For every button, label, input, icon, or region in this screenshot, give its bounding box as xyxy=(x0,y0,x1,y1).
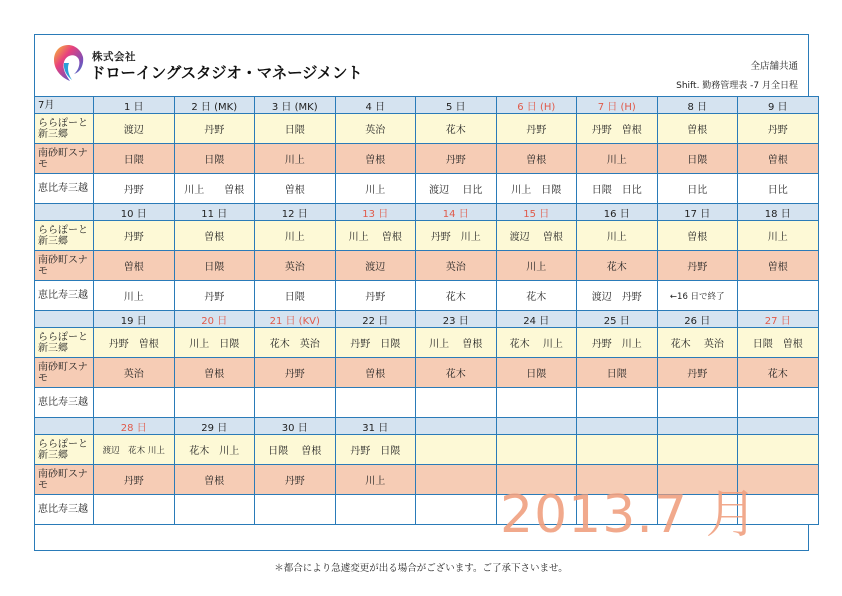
store-label-lalaport: ららぽーと 新三郷 xyxy=(35,328,94,358)
day-header-cell: 9 日 xyxy=(738,97,819,114)
shift-cell: 曽根 xyxy=(335,144,416,174)
day-header-row xyxy=(35,311,819,328)
shift-cell: 日比 xyxy=(657,174,738,204)
day-header-cell: 14 日 xyxy=(416,204,497,221)
shift-cell xyxy=(335,495,416,525)
shift-cell: 丹野 xyxy=(496,114,577,144)
shift-cell: 日比 xyxy=(738,174,819,204)
shift-row-lalaport xyxy=(35,328,819,358)
shift-cell: 花木 xyxy=(577,251,658,281)
shift-cell xyxy=(174,388,255,418)
day-header-cell: 27 日 xyxy=(738,311,819,328)
shift-cell xyxy=(94,495,175,525)
shift-cell: 渡辺 xyxy=(94,114,175,144)
store-label-ebisu: 恵比寿三越 xyxy=(35,174,94,204)
day-header-cell: 13 日 xyxy=(335,204,416,221)
footnote: ＊都合により急遽変更が出る場合がございます。ご了承下さいませ。 xyxy=(274,563,568,574)
shift-cell: 丹野 日隈 xyxy=(335,435,416,465)
shift-cell: 丹野 xyxy=(94,465,175,495)
shift-cell: 花木 xyxy=(416,358,497,388)
store-label-ebisu: 恵比寿三越 xyxy=(35,388,94,418)
shift-cell: 川上 曽根 xyxy=(416,328,497,358)
shift-cell xyxy=(255,495,336,525)
store-label-lalaport: ららぽーと 新三郷 xyxy=(35,221,94,251)
shift-cell: 花木 xyxy=(416,281,497,311)
shift-cell: 英治 xyxy=(416,251,497,281)
shift-cell: 川上 xyxy=(577,221,658,251)
shift-row-minamisuna xyxy=(35,251,819,281)
company-logo-icon xyxy=(50,42,86,84)
day-header-cell: 7 日 (H) xyxy=(577,97,658,114)
shift-cell xyxy=(657,435,738,465)
shift-cell: 曽根 xyxy=(94,251,175,281)
shift-cell xyxy=(174,495,255,525)
store-label-minamisuna: 南砂町スナモ xyxy=(35,144,94,174)
month-corner-label xyxy=(35,311,94,328)
shift-cell: 曽根 xyxy=(174,465,255,495)
shift-cell: 丹野 xyxy=(657,358,738,388)
shift-cell: 花木 xyxy=(496,281,577,311)
shift-cell: 川上 曽根 xyxy=(335,221,416,251)
shift-cell: 川上 xyxy=(255,144,336,174)
shift-cell: 日隈 曽根 xyxy=(255,435,336,465)
day-header-cell: 21 日 (KV) xyxy=(255,311,336,328)
day-header-cell: 10 日 xyxy=(94,204,175,221)
shift-cell: 丹野 xyxy=(174,114,255,144)
store-label-ebisu: 恵比寿三越 xyxy=(35,495,94,525)
shift-cell: 日隈 日比 xyxy=(577,174,658,204)
day-header-cell xyxy=(416,418,497,435)
shift-cell xyxy=(496,435,577,465)
shift-cell: 川上 xyxy=(738,221,819,251)
shift-cell: 日隈 xyxy=(657,144,738,174)
scope-label: 全店舗共通 xyxy=(750,61,798,72)
shift-cell: 丹野 xyxy=(94,221,175,251)
shift-cell: 花木 英治 xyxy=(255,328,336,358)
month-watermark: 2013.7 月 xyxy=(500,485,759,545)
shift-cell: 日隈 xyxy=(496,358,577,388)
shift-cell: 丹野 川上 xyxy=(577,328,658,358)
day-header-cell: 4 日 xyxy=(335,97,416,114)
shift-cell: 曽根 xyxy=(174,221,255,251)
shift-cell: 日隈 xyxy=(174,251,255,281)
store-label-lalaport: ららぽーと 新三郷 xyxy=(35,114,94,144)
shift-cell: 川上 曽根 xyxy=(174,174,255,204)
shift-cell: 渡辺 日比 xyxy=(416,174,497,204)
shift-cell xyxy=(577,388,658,418)
shift-cell xyxy=(94,388,175,418)
shift-cell: 丹野 xyxy=(174,281,255,311)
shift-cell xyxy=(255,388,336,418)
shift-cell: 丹野 xyxy=(657,251,738,281)
shift-calendar-table xyxy=(34,96,819,525)
day-header-cell: 6 日 (H) xyxy=(496,97,577,114)
shift-cell xyxy=(738,281,819,311)
shift-cell: 川上 xyxy=(496,251,577,281)
shift-cell: 川上 xyxy=(335,465,416,495)
shift-cell: 渡辺 曽根 xyxy=(496,221,577,251)
shift-cell: 丹野 xyxy=(416,144,497,174)
day-header-cell: 15 日 xyxy=(496,204,577,221)
shift-cell: 丹野 曽根 xyxy=(94,328,175,358)
day-header-cell: 12 日 xyxy=(255,204,336,221)
store-label-minamisuna: 南砂町スナモ xyxy=(35,251,94,281)
shift-cell: 渡辺 丹野 xyxy=(577,281,658,311)
day-header-cell: 16 日 xyxy=(577,204,658,221)
shift-cell: 曽根 xyxy=(738,251,819,281)
shift-cell xyxy=(416,495,497,525)
month-corner-label: 7月 xyxy=(35,97,94,114)
shift-row-minamisuna xyxy=(35,358,819,388)
shift-cell xyxy=(657,388,738,418)
shift-cell: 曽根 xyxy=(335,358,416,388)
shift-cell: 曽根 xyxy=(174,358,255,388)
shift-cell: 川上 xyxy=(255,221,336,251)
shift-cell: 川上 xyxy=(577,144,658,174)
day-header-row xyxy=(35,97,819,114)
store-label-ebisu: 恵比寿三越 xyxy=(35,281,94,311)
shift-cell: 曽根 xyxy=(255,174,336,204)
day-header-cell xyxy=(577,418,658,435)
day-header-cell: 1 日 xyxy=(94,97,175,114)
document-title: Shift. 勤務管理表 -7 月全日程 xyxy=(676,81,798,91)
company-name: ドローイングスタジオ・マネージメント xyxy=(90,64,363,82)
month-corner-label xyxy=(35,418,94,435)
day-header-cell: 11 日 xyxy=(174,204,255,221)
day-header-cell: 19 日 xyxy=(94,311,175,328)
shift-cell: 英治 xyxy=(335,114,416,144)
shift-cell: 英治 xyxy=(94,358,175,388)
shift-row-ebisu xyxy=(35,174,819,204)
shift-cell: 日隈 xyxy=(94,144,175,174)
shift-row-ebisu xyxy=(35,281,819,311)
shift-cell: 日隈 xyxy=(255,114,336,144)
shift-cell: 丹野 日隈 xyxy=(335,328,416,358)
shift-cell: 曽根 xyxy=(496,144,577,174)
store-label-minamisuna: 南砂町スナモ xyxy=(35,465,94,495)
day-header-cell: 20 日 xyxy=(174,311,255,328)
shift-cell xyxy=(738,388,819,418)
day-header-cell: 31 日 xyxy=(335,418,416,435)
shift-cell xyxy=(416,435,497,465)
day-header-cell: 29 日 xyxy=(174,418,255,435)
company-type-label: 株式会社 xyxy=(92,51,136,63)
day-header-cell xyxy=(496,418,577,435)
shift-row-lalaport xyxy=(35,114,819,144)
store-label-lalaport: ららぽーと 新三郷 xyxy=(35,435,94,465)
shift-cell: ←16 日で終了 xyxy=(657,281,738,311)
day-header-cell: 17 日 xyxy=(657,204,738,221)
day-header-cell: 18 日 xyxy=(738,204,819,221)
shift-cell: 丹野 xyxy=(94,174,175,204)
day-header-cell: 28 日 xyxy=(94,418,175,435)
month-corner-label xyxy=(35,204,94,221)
day-header-row xyxy=(35,418,819,435)
shift-cell: 花木 川上 xyxy=(496,328,577,358)
shift-cell: 川上 日隈 xyxy=(174,328,255,358)
shift-cell: 丹野 xyxy=(738,114,819,144)
shift-cell: 日隈 xyxy=(255,281,336,311)
shift-cell xyxy=(335,388,416,418)
shift-cell: 日隈 曽根 xyxy=(738,328,819,358)
shift-cell: 丹野 曽根 xyxy=(577,114,658,144)
day-header-cell: 25 日 xyxy=(577,311,658,328)
shift-cell: 英治 xyxy=(255,251,336,281)
shift-cell: 渡辺 花木 川上 xyxy=(94,435,175,465)
shift-cell xyxy=(496,388,577,418)
shift-cell: 日隈 xyxy=(174,144,255,174)
day-header-cell: 2 日 (MK) xyxy=(174,97,255,114)
shift-row-lalaport xyxy=(35,435,819,465)
shift-cell: 曽根 xyxy=(657,114,738,144)
store-label-minamisuna: 南砂町スナモ xyxy=(35,358,94,388)
shift-cell: 花木 川上 xyxy=(174,435,255,465)
shift-cell: 日隈 xyxy=(577,358,658,388)
day-header-cell: 8 日 xyxy=(657,97,738,114)
shift-cell: 花木 xyxy=(738,358,819,388)
shift-row-minamisuna xyxy=(35,144,819,174)
day-header-cell xyxy=(738,418,819,435)
shift-cell: 渡辺 xyxy=(335,251,416,281)
shift-cell: 丹野 xyxy=(255,465,336,495)
day-header-cell: 22 日 xyxy=(335,311,416,328)
shift-cell xyxy=(416,465,497,495)
day-header-cell: 26 日 xyxy=(657,311,738,328)
shift-cell: 川上 xyxy=(94,281,175,311)
shift-cell xyxy=(577,435,658,465)
shift-row-ebisu xyxy=(35,388,819,418)
shift-row-lalaport xyxy=(35,221,819,251)
shift-cell: 丹野 xyxy=(255,358,336,388)
shift-cell: 川上 xyxy=(335,174,416,204)
shift-cell xyxy=(738,435,819,465)
day-header-cell: 30 日 xyxy=(255,418,336,435)
day-header-cell: 5 日 xyxy=(416,97,497,114)
shift-cell: 丹野 川上 xyxy=(416,221,497,251)
shift-cell xyxy=(416,388,497,418)
day-header-cell: 23 日 xyxy=(416,311,497,328)
day-header-row xyxy=(35,204,819,221)
shift-cell: 花木 xyxy=(416,114,497,144)
shift-cell: 川上 日隈 xyxy=(496,174,577,204)
shift-cell: 曽根 xyxy=(657,221,738,251)
day-header-cell: 3 日 (MK) xyxy=(255,97,336,114)
shift-cell: 丹野 xyxy=(335,281,416,311)
shift-cell: 曽根 xyxy=(738,144,819,174)
shift-cell: 花木 英治 xyxy=(657,328,738,358)
day-header-cell: 24 日 xyxy=(496,311,577,328)
day-header-cell xyxy=(657,418,738,435)
